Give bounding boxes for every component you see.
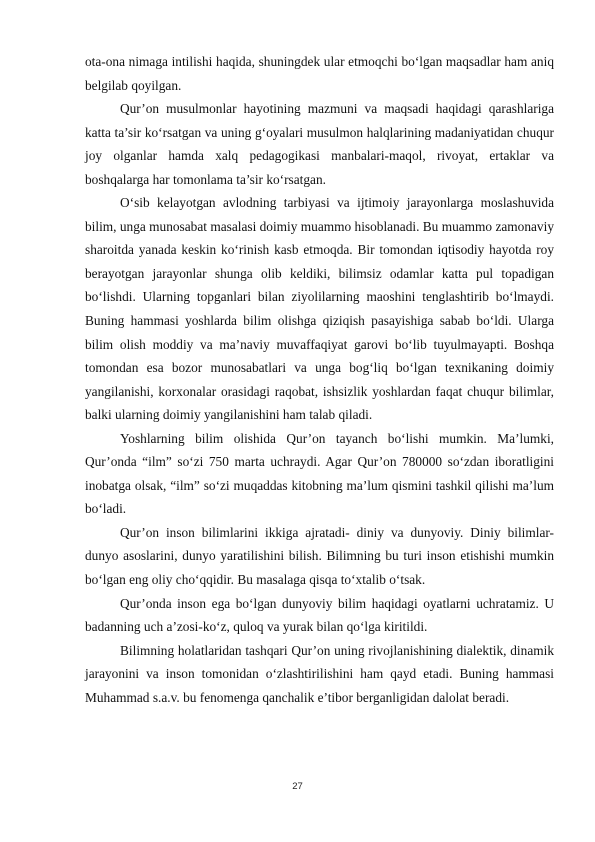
- paragraph-quran-influence: Qur’on musulmonlar hayotining mazmuni va maqsadi haqidagi qarashlariga katta ta’sir ko‘rsatgan va uning g‘oyalari musulmon halqlarining madaniyatidan chuqur joy olganlar hamda xalq pedagogikasi manbalari-maqol, rivoyat, ertaklar va boshqalarga har tomonlama ta’sir ko‘rsatgan.: [85, 101, 554, 187]
- page-number: 27: [292, 781, 303, 792]
- paragraph-worldly-knowledge: Qur’onda inson ega bo‘lgan dunyoviy bilim haqidagi oyatlarni uchratamiz. U badanning uch a’zosi-ko‘z, quloq va yurak bilan qo‘lga kiritildi.: [85, 595, 554, 635]
- paragraph-knowledge-problem: O‘sib kelayotgan avlodning tarbiyasi va ijtimoiy jarayonlarga moslashuvida bilim, unga munosabat masalasi doimiy muammo hisoblanadi. Bu muammo zamonaviy sharoitda yanada keskin ko‘rinish kasb etmoqda. Bir tomondan iqtisodiy hayotda roy berayotgan jarayonlar shunga olib keldiki, bilimsiz odamlar katta pul topadigan bo‘lishdi. Ularning topganlari bilan ziyolilarning maoshini tenglashtirib bo‘lmaydi. Buning hammasi yoshlarda bilim olishga qiziqish pasayishiga sabab bo‘ldi. Ularga bilim olish moddiy va ma’naviy muvaffaqiyat garovi bo‘lib tuyulmayapti. Boshqa tomondan esa bozor munosabatlari va unga bog‘liq bo‘lgan texnikaning doimiy yangilanishi, korxonalar orasidagi raqobat, ishsizlik yoshlardan faqat chuqur bilimlar, balki ularning doimiy yangilanishini ham talab qiladi.: [85, 195, 554, 423]
- paragraph-continuation: ota-ona nimaga intilishi haqida, shuningdek ular etmoqchi bo‘lgan maqsadlar ham aniq belgilab qoyilgan.: [85, 54, 554, 93]
- paragraph-knowledge-types: Qur’on inson bilimlarini ikkiga ajratadi- diniy va dunyoviy. Diniy bilimlar- dunyo asoslarini, dunyo yaratilishini bilish. Bilimning bu turi inson etishishi mumkin bo‘lgan eng oliy cho‘qqidir. Bu masalaga qisqa to‘xtalib o‘tsak.: [85, 524, 554, 588]
- page-body: [85, 50, 554, 709]
- paragraph-ilm-word: Yoshlarning bilim olishida Qur’on tayanch bo‘lishi mumkin. Ma’lumki, Qur’onda “ilm” so‘zi 750 marta uchraydi. Agar Qur’on 780000 so‘zdan iboratligini inobatga olsak, “ilm” so‘zi muqaddas kitobning ma’lum qismini tashkil qilishi ma’lum bo‘ladi.: [85, 430, 554, 517]
- paragraph-dialectic: Bilimning holatlaridan tashqari Qur’on uning rivojlanishining dialektik, dinamik jarayonini va inson tomonidan o‘zlashtirilishini ham qayd etadi. Buning hammasi Muhammad s.a.v. bu fenomenga qanchalik e’tibor berganligidan dalolat beradi.: [85, 642, 554, 705]
